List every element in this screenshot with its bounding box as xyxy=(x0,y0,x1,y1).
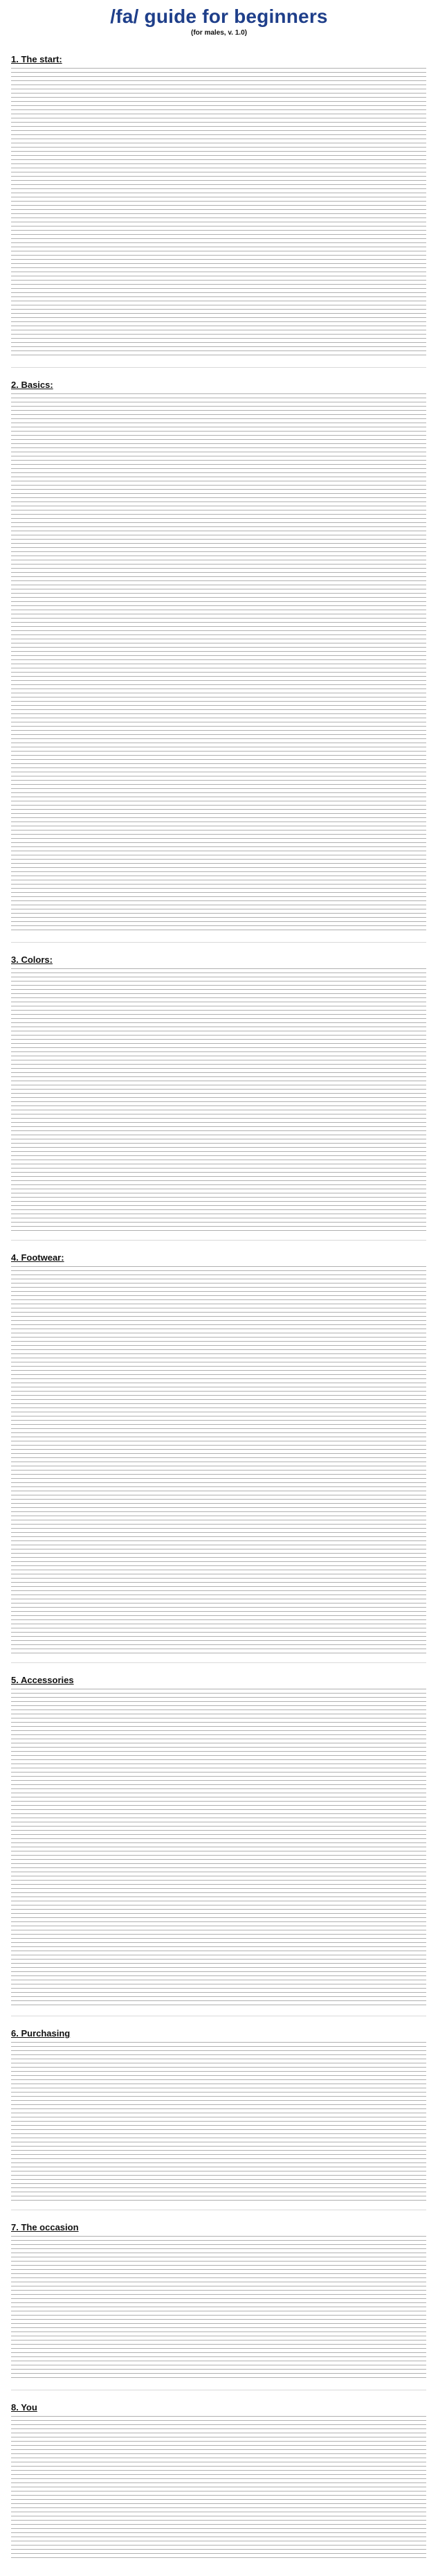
section-heading-start: 1. The start: xyxy=(11,54,62,64)
section-heading-footwear: 4. Footwear: xyxy=(11,1252,64,1263)
section-body-basics xyxy=(11,393,426,934)
section-body-occasion xyxy=(11,2236,426,2381)
section-body-footwear xyxy=(11,1266,426,1654)
section-heading-you: 8. You xyxy=(11,2402,37,2413)
page-title: /fa/ guide for beginners xyxy=(110,6,328,27)
section-heading-accessories: 5. Accessories xyxy=(11,1675,74,1685)
section-heading-occasion: 7. The occasion xyxy=(11,2222,79,2232)
section-body-you xyxy=(11,2416,426,2561)
section-body-start xyxy=(11,68,426,359)
section-heading-purchasing: 6. Purchasing xyxy=(11,2028,71,2038)
divider xyxy=(11,367,426,368)
divider xyxy=(11,942,426,943)
section-heading-colors: 3. Colors: xyxy=(11,954,53,965)
section-body-purchasing xyxy=(11,2042,426,2201)
divider xyxy=(11,1240,426,1241)
section-body-colors xyxy=(11,968,426,1232)
section-body-accessories xyxy=(11,1689,426,2007)
divider xyxy=(11,1662,426,1663)
page-subtitle: (for males, v. 1.0) xyxy=(191,29,247,37)
section-heading-basics: 2. Basics: xyxy=(11,380,53,390)
